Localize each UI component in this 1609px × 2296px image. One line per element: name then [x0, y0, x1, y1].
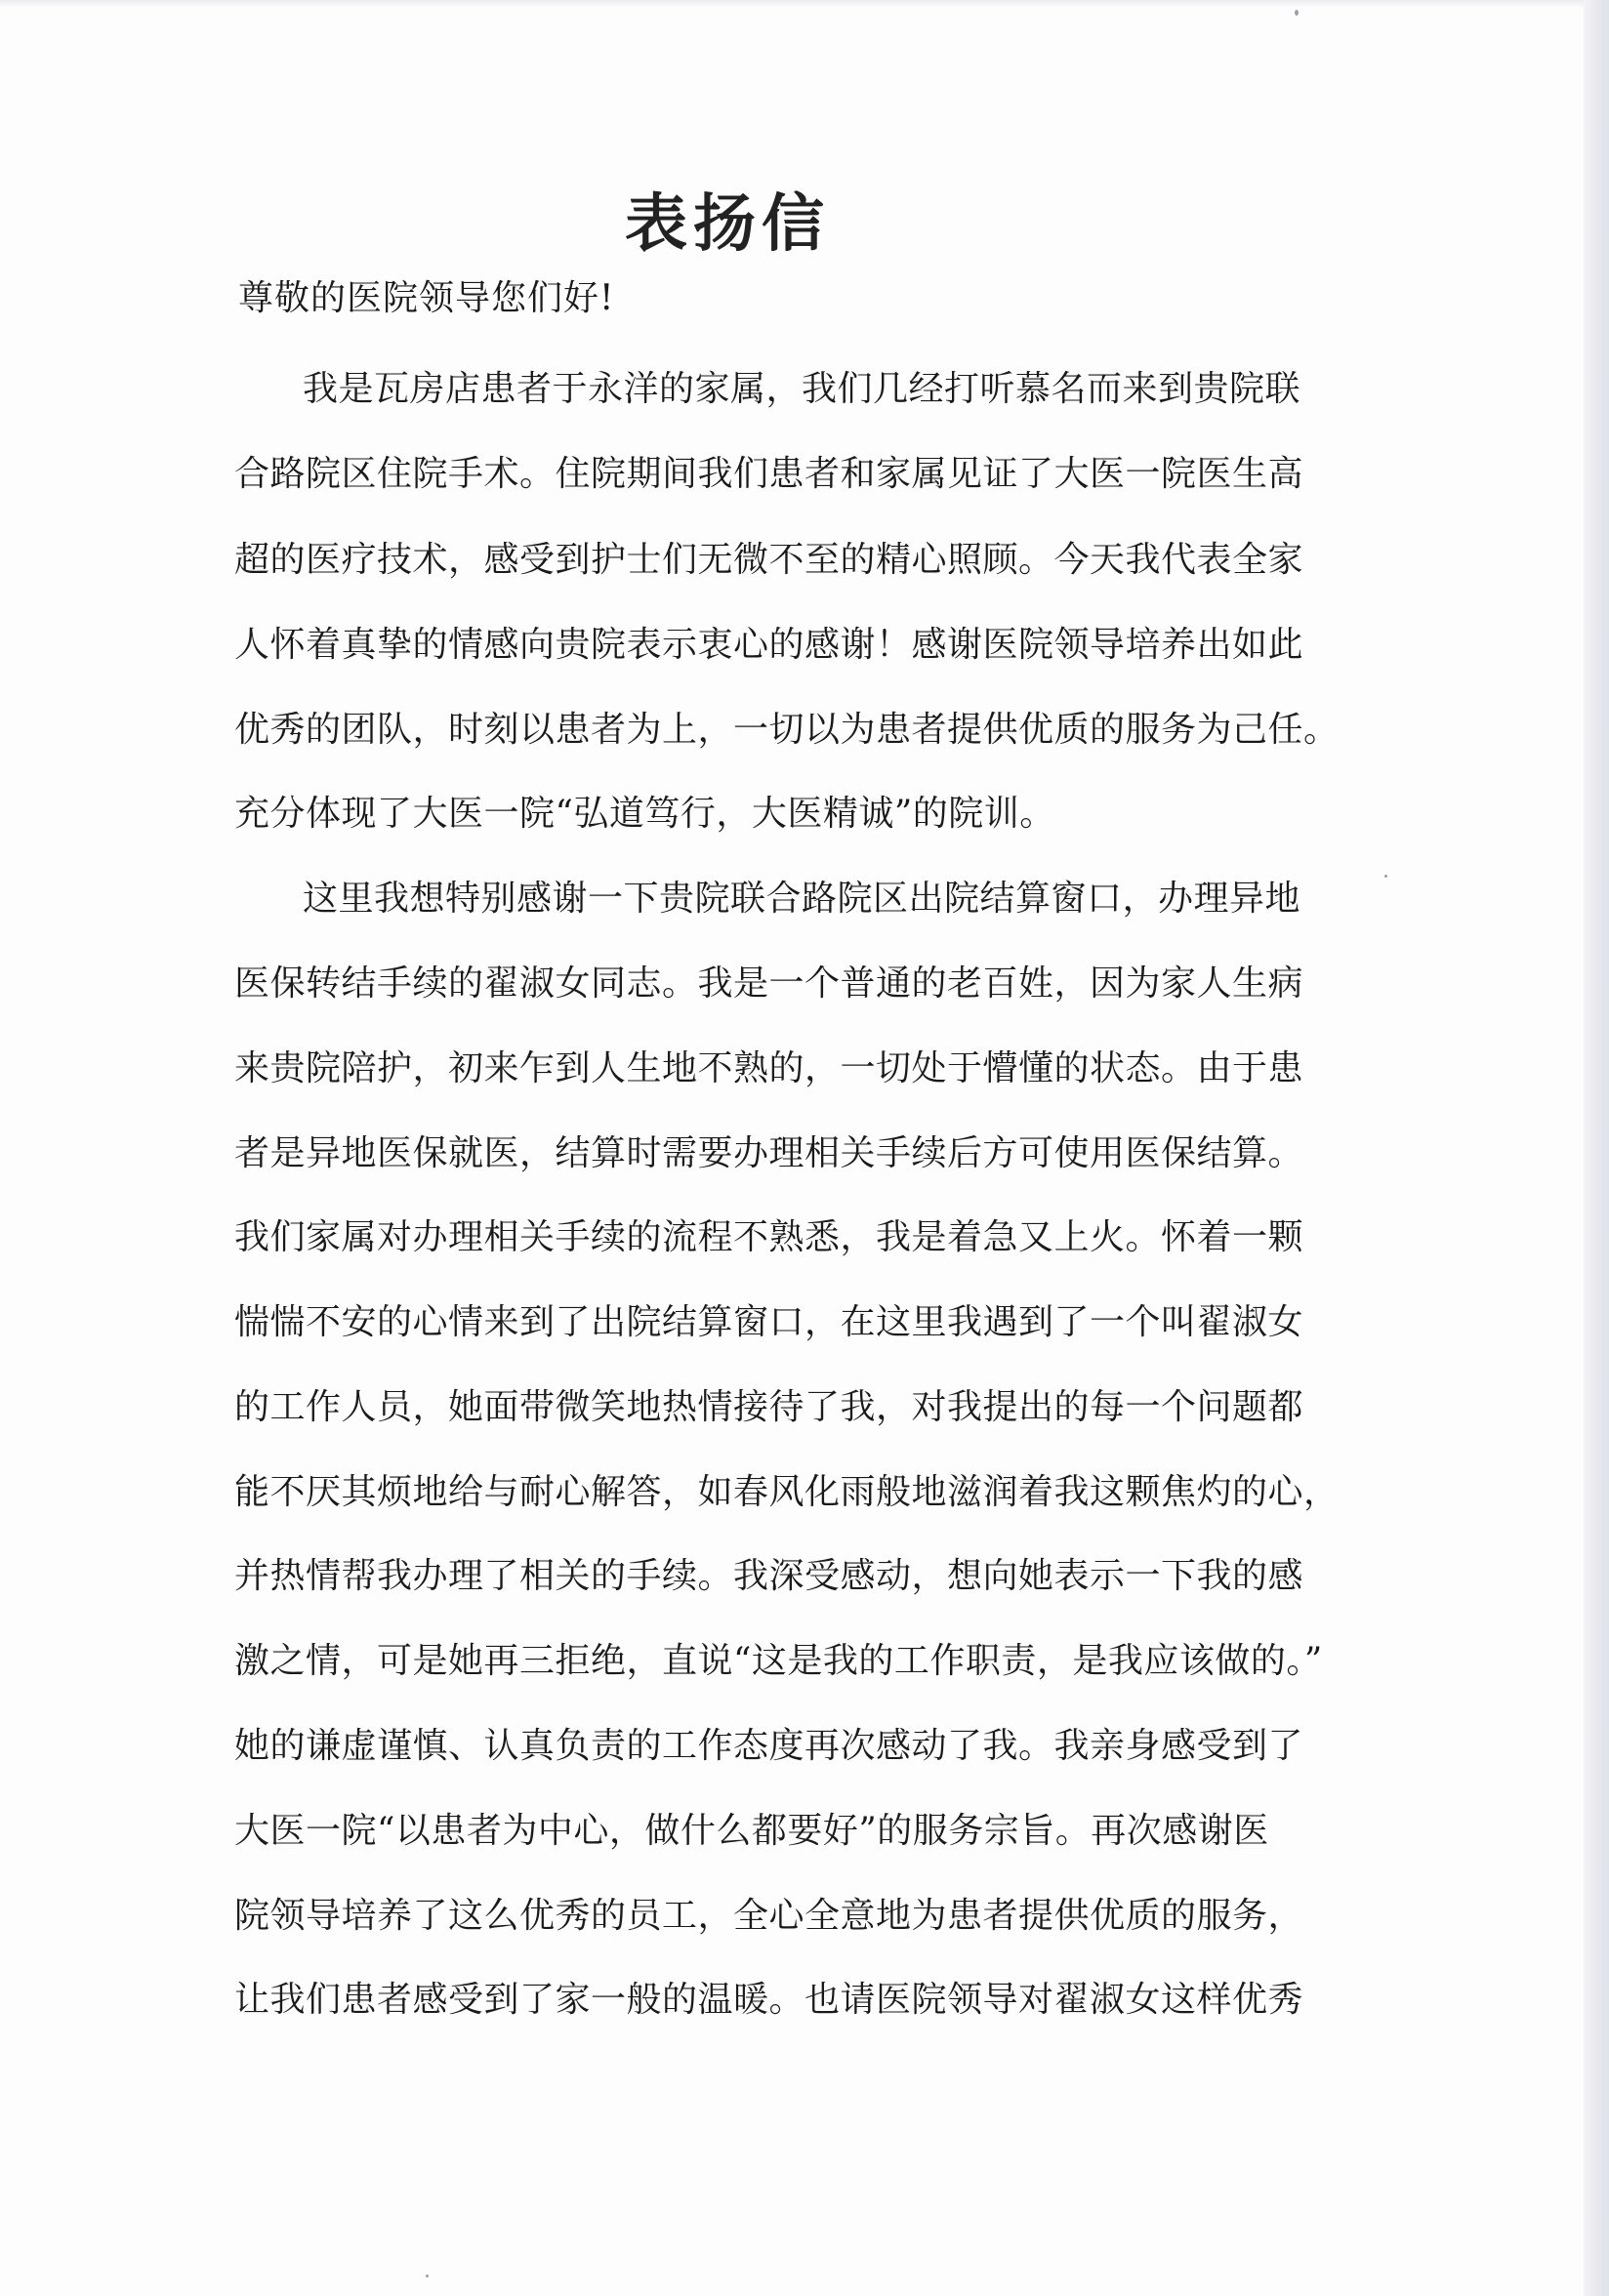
letter-greeting: 尊敬的医院领导您们好!	[238, 278, 615, 318]
paragraph-line: 她的谦虚谨慎、认真负责的工作态度再次感动了我。我亲身感受到了	[234, 1726, 1304, 1766]
paragraph-line: 院领导培养了这么优秀的员工，全心全意地为患者提供优质的服务，	[234, 1896, 1304, 1936]
paragraph-line: 惴惴不安的心情来到了出院结算窗口，在这里我遇到了一个叫翟淑女	[234, 1302, 1304, 1342]
scan-speck	[1384, 875, 1387, 878]
paragraph-line: 来贵院陪护，初来乍到人生地不熟的，一切处于懵懂的状态。由于患	[234, 1048, 1304, 1088]
paragraph-line: 激之情，可是她再三拒绝，直说“这是我的工作职责，是我应该做的。”	[234, 1641, 1323, 1681]
paragraph-line: 让我们患者感受到了家一般的温暖。也请医院领导对翟淑女这样优秀	[234, 1980, 1304, 2020]
paragraph-line: 优秀的团队，时刻以患者为上，一切以为患者提供优质的服务为己任。	[234, 710, 1340, 750]
paragraph-line: 超的医疗技术，感受到护士们无微不至的精心照顾。今天我代表全家	[234, 540, 1304, 580]
scan-speck	[1295, 10, 1299, 16]
paragraph-line: 我是瓦房店患者于永洋的家属，我们几经打听慕名而来到贵院联	[303, 369, 1301, 409]
paragraph-line: 合路院区住院手术。住院期间我们患者和家属见证了大医一院医生高	[234, 454, 1304, 494]
paragraph-line: 并热情帮我办理了相关的手续。我深受感动，想向她表示一下我的感	[234, 1556, 1304, 1596]
scan-right-edge	[1584, 0, 1609, 2296]
scan-top-edge	[0, 0, 1609, 8]
paragraph-line: 这里我想特别感谢一下贵院联合路院区出院结算窗口，办理异地	[303, 879, 1301, 919]
scan-speck	[426, 2275, 429, 2277]
paragraph-line: 的工作人员，她面带微笑地热情接待了我，对我提出的每一个问题都	[234, 1387, 1304, 1427]
paragraph-line: 人怀着真挚的情感向贵院表示衷心的感谢！感谢医院领导培养出如此	[234, 625, 1304, 665]
paragraph-line: 大医一院“以患者为中心，做什么都要好”的服务宗旨。再次感谢医	[234, 1811, 1269, 1851]
letter-title: 表扬信	[625, 187, 830, 261]
paragraph-line: 者是异地医保就医，结算时需要办理相关手续后方可使用医保结算。	[234, 1133, 1304, 1173]
paragraph-line: 医保转结手续的翟淑女同志。我是一个普通的老百姓，因为家人生病	[234, 964, 1304, 1004]
paragraph-line: 充分体现了大医一院“弘道笃行，大医精诚”的院训。	[234, 794, 1055, 834]
paragraph-line: 我们家属对办理相关手续的流程不熟悉，我是着急又上火。怀着一颗	[234, 1217, 1304, 1257]
paragraph-line: 能不厌其烦地给与耐心解答，如春风化雨般地滋润着我这颗焦灼的心，	[234, 1472, 1340, 1512]
